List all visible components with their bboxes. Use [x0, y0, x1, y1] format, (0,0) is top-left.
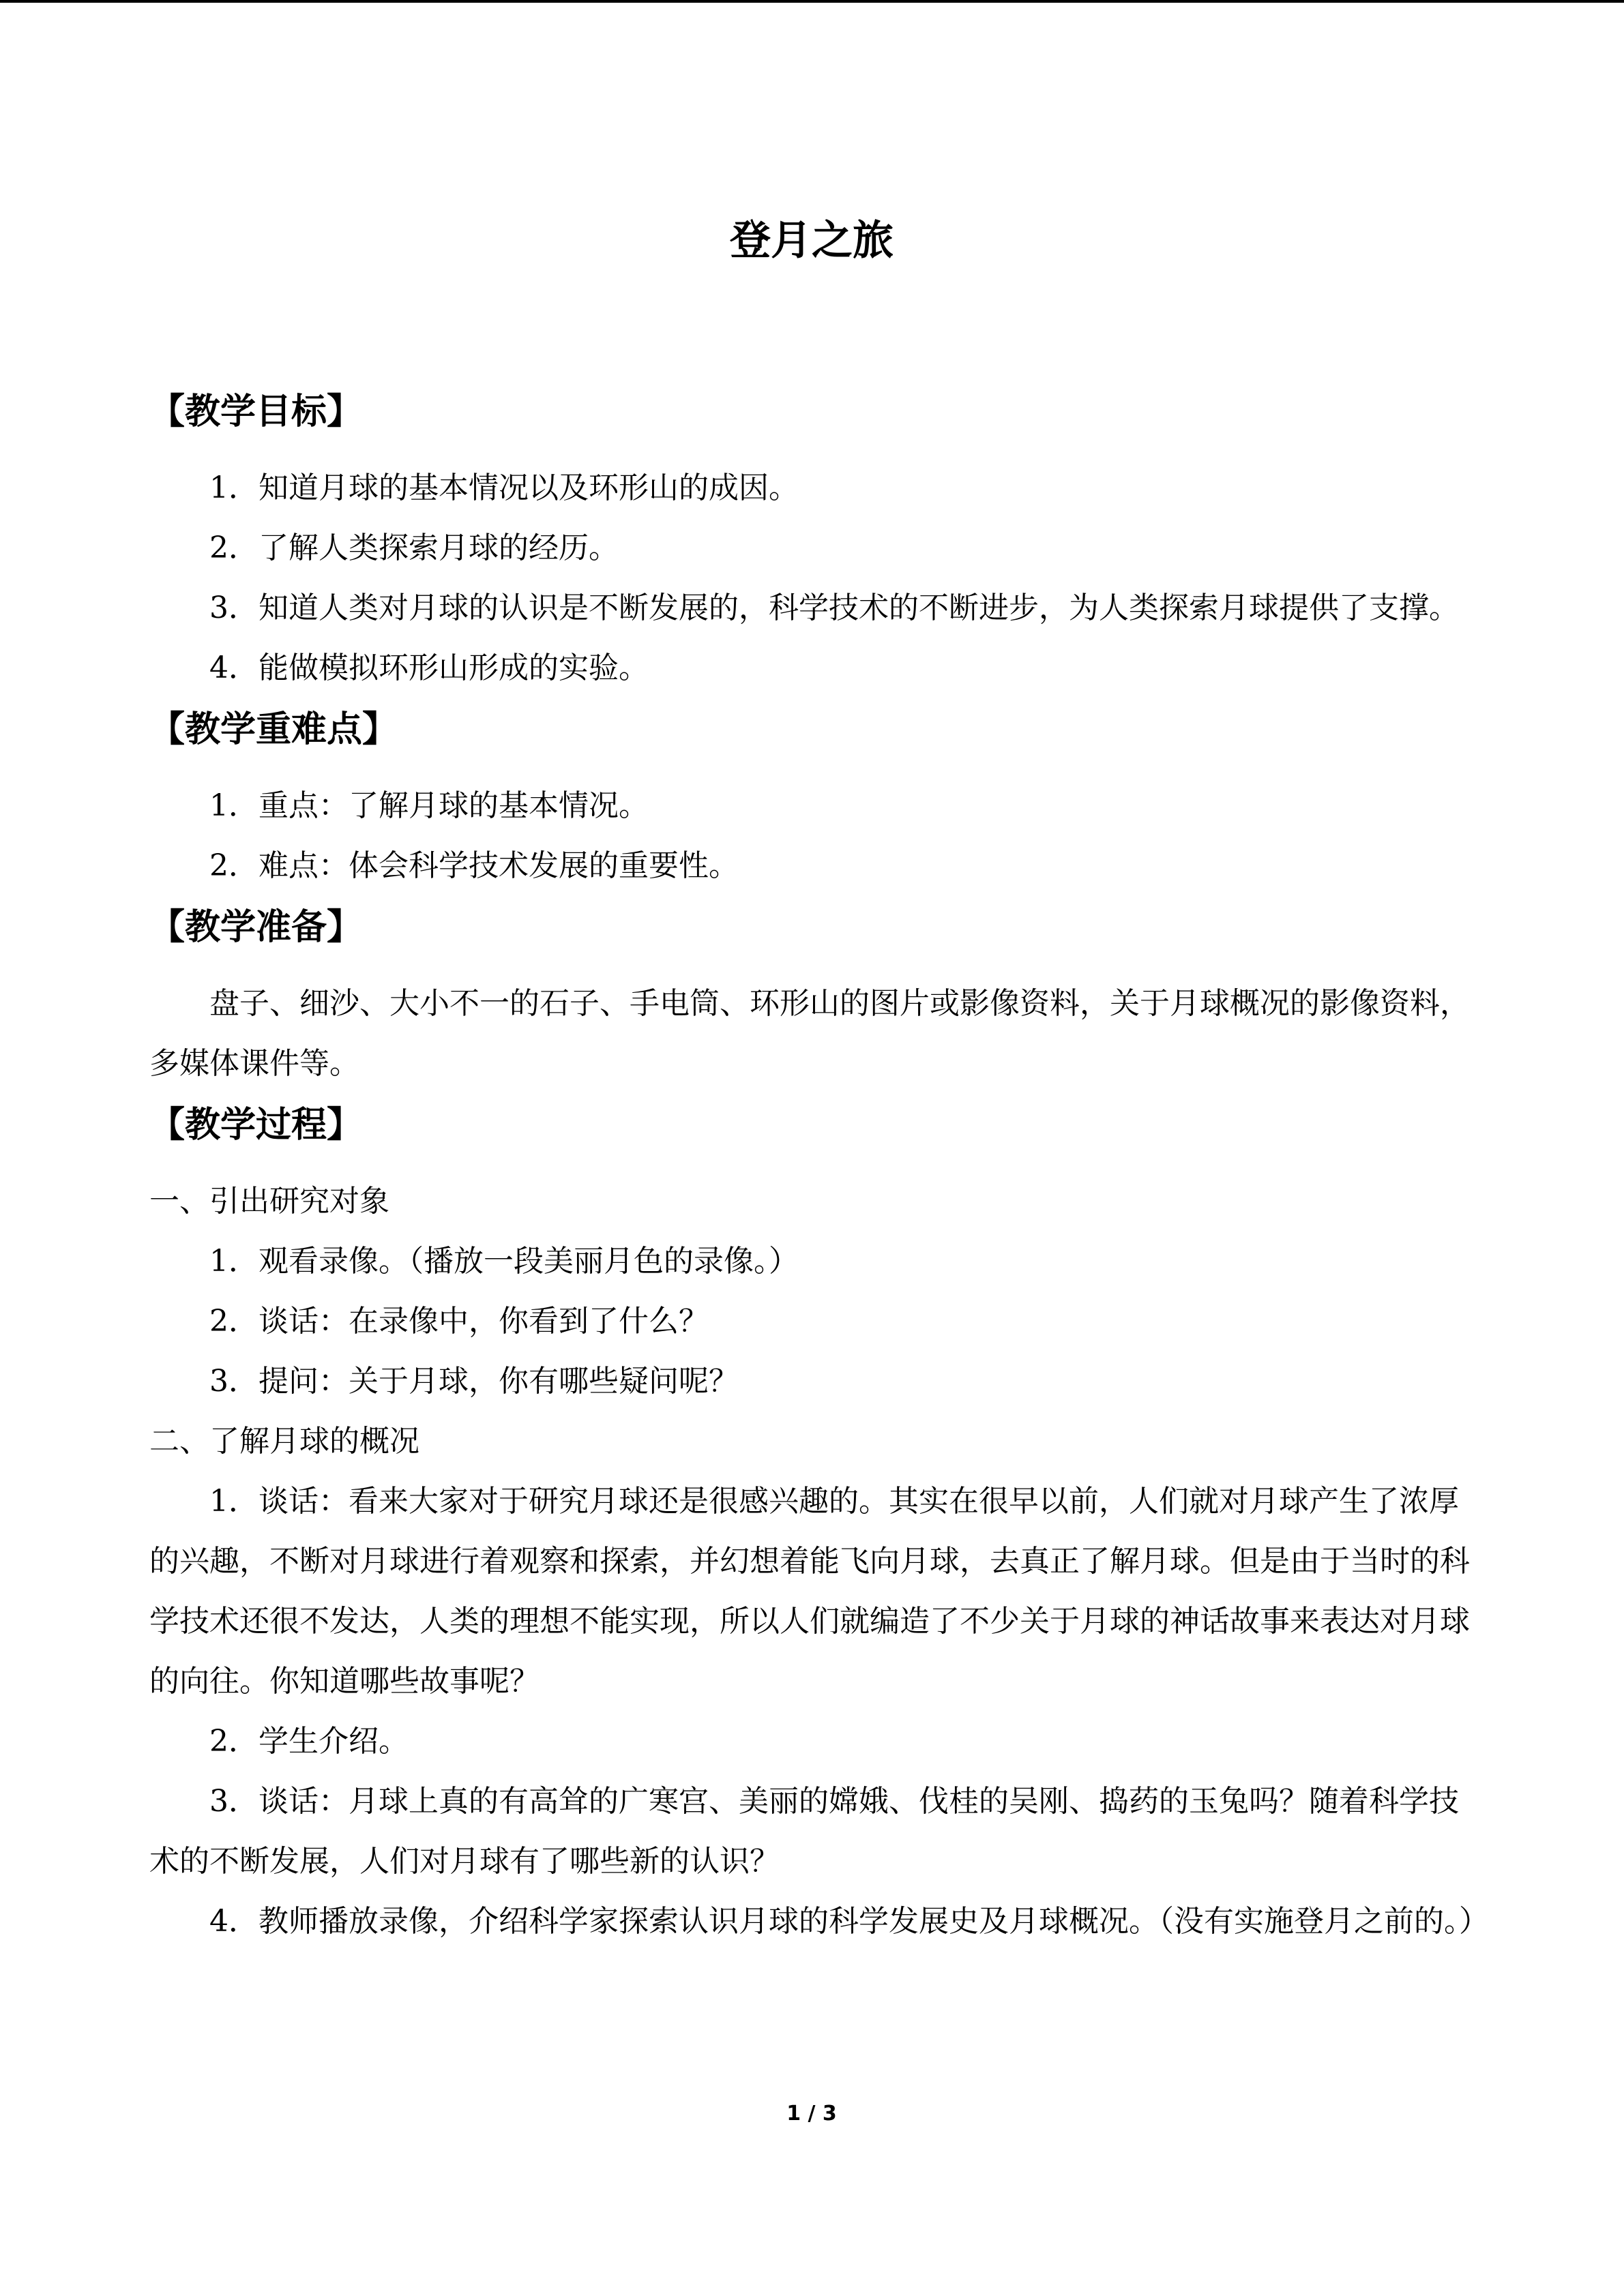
process-part-title: 一、引出研究对象 [149, 1184, 389, 1219]
section-heading-objectives: 【教学目标】 [149, 391, 363, 432]
key-point-item: 1．重点：了解月球的基本情况。 [209, 788, 649, 823]
process-item: 1．观看录像。（播放一段美丽月色的录像。） [209, 1244, 799, 1279]
process-item: 2．学生介绍。 [209, 1724, 409, 1759]
section-heading-preparation: 【教学准备】 [149, 907, 363, 948]
objective-item: 3．知道人类对月球的认识是不断发展的，科学技术的不断进步，为人类探索月球提供了支撑。 [209, 591, 1459, 625]
process-item: 3．提问：关于月球，你有哪些疑问呢？ [209, 1364, 739, 1399]
objective-item: 1．知道月球的基本情况以及环形山的成因。 [209, 471, 799, 505]
page-number: 1 / 3 [786, 2102, 837, 2126]
section-heading-key-points: 【教学重难点】 [149, 709, 398, 750]
process-item: 1．谈话：看来大家对于研究月球还是很感兴趣的。其实在很早以前，人们就对月球产生了浓厚的兴趣，不断对月球进行着观察和探索，并幻想着能飞向月球，去真正了解月球。但是由于当时的科学技术还很不发达，人类的理想不能实现，所以人们就编造了不少关于月球的神话故事来表达对月球的向往。你知道哪些故事呢？ [149, 1484, 1470, 1699]
objective-item: 2．了解人类探索月球的经历。 [209, 531, 619, 565]
section-heading-process: 【教学过程】 [149, 1105, 363, 1146]
document-page [149, 0, 1489, 2296]
preparation-text: 盘子、细沙、大小不一的石子、手电筒、环形山的图片或影像资料，关于月球概况的影像资料，多媒体课件等。 [149, 986, 1470, 1081]
document-title: 登月之旅 [730, 217, 894, 265]
document-body [149, 381, 1489, 1952]
process-item: 2．谈话：在录像中，你看到了什么？ [209, 1304, 709, 1339]
objective-item: 4．能做模拟环形山形成的实验。 [209, 651, 649, 685]
key-point-item: 2．难点：体会科学技术发展的重要性。 [209, 848, 739, 883]
process-item: 4．教师播放录像，介绍科学家探索认识月球的科学发展史及月球概况。（没有实施登月之前的。） [209, 1904, 1489, 1939]
process-part-title: 二、了解月球的概况 [149, 1424, 419, 1459]
process-item: 3．谈话：月球上真的有高耸的广寒宫、美丽的嫦娥、伐桂的吴刚、捣药的玉兔吗？随着科学技术的不断发展，人们对月球有了哪些新的认识？ [149, 1784, 1459, 1879]
